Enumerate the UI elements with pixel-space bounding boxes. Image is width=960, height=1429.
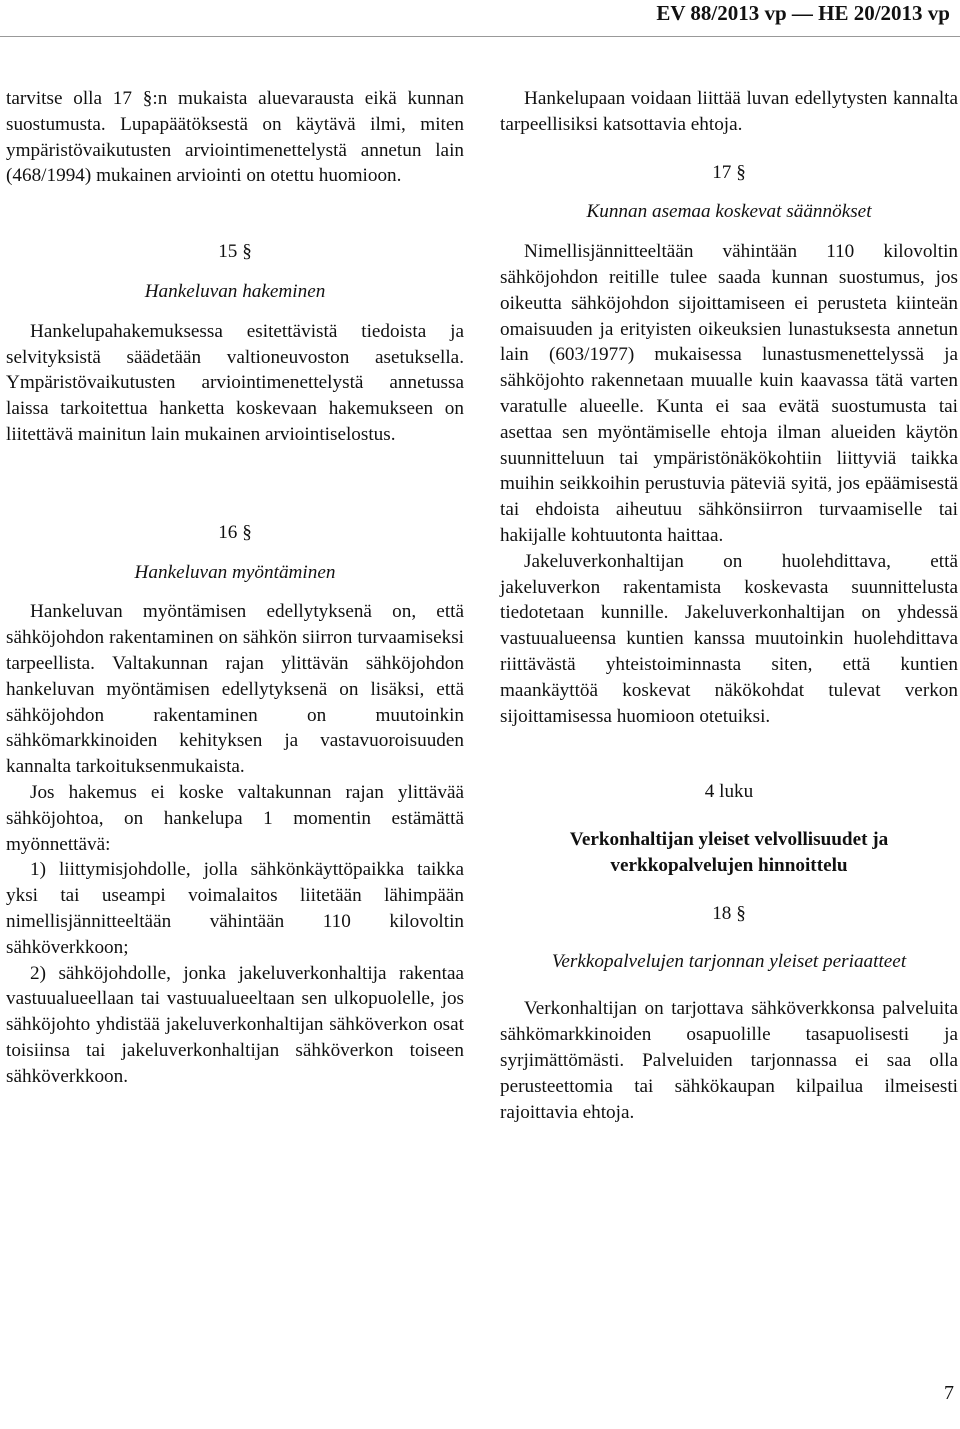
intro-paragraph: tarvitse olla 17 §:n mukaista aluevarausta eikä kunnan suostumusta. Lupapäätöksestä on käytävä ilmi, miten ympäristövaikutusten arviointimenettelystä annetun lain (468/1994) mukainen arviointi on otettu huomioon. xyxy=(6,88,464,187)
section-title: Verkkopalvelujen tarjonnan yleiset periaatteet xyxy=(551,950,907,972)
section-title: Hankeluvan hakeminen xyxy=(144,280,326,302)
section-paragraph: Jos hakemus ei koske valtakunnan rajan ylittävää sähköjohtoa, on hankelupa 1 momentin estämättä myönnettävä: xyxy=(6,781,464,855)
section-title: Kunnan asemaa koskevat säännökset xyxy=(586,201,872,223)
section-paragraph: Jakeluverkonhaltijan on huolehdittava, että jakeluverkon rakentamista koskevasta suunnittelusta tiedotetaan kunnille. Jakeluverkonhaltijan on yhdessä vastuualueensa kuntien kanssa muutoinkin huolehdittava riittävästä yhteistoiminnasta siten, että kuntien maankäyttöä koskevat näkökohdat tulevat verkon sijoittamisessa huomioon otetuiksi. xyxy=(500,550,958,727)
header-divider xyxy=(0,36,960,37)
section-paragraph: Hankeluvan myöntämisen edellytyksenä on, että sähköjohdon rakentaminen on sähkön siirron turvaamiseksi tarpeellista. Valtakunnan rajan ylittävän sähköjohdon hankeluvan myöntämisen edellytyksenä on lisäksi, että sähköjohdon rakentaminen on muutoinkin sähkömarkkinoiden kehityksen ja vastavuoroisuuden kannalta tarkoituksenmukaista. xyxy=(6,601,464,778)
running-header: EV 88/2013 vp — HE 20/2013 vp xyxy=(656,1,950,25)
intro-paragraph: Hankelupaan voidaan liittää luvan edellytysten kannalta tarpeellisiksi katsottavia ehtoja. xyxy=(500,88,958,135)
list-item: 2) sähköjohdolle, jonka jakeluverkonhaltija rakentaa vastuualueellaan tai vastuualueeltaan sen ulkopuolelle, jos sähköjohto yhdistää jakeluverkonhaltijan sähköverkon osat toisiinsa tai jakeluverkonhaltijan sähköverkon toiseen sähköverkkoon. xyxy=(6,962,464,1087)
section-number: 16 § xyxy=(218,521,252,543)
section-paragraph: Verkonhaltijan on tarjottava sähköverkkonsa palveluita sähkömarkkinoiden osapuolille tasapuolisesti ja syrjimättömästi. Palveluiden tarjonnassa ei saa olla perusteettomia tai sähkökaupan kilpailua ilmeisesti rajoittavia ehtoja. xyxy=(500,998,958,1123)
section-number: 17 § xyxy=(712,161,746,183)
section-paragraph: Hankelupahakemuksessa esitettävistä tiedoista ja selvityksistä säädetään valtioneuvoston asetuksella. Ympäristövaikutusten arviointimenettelystä annetussa laissa tarkoitettua hanketta koskevaan hakemukseen on liitettävä mainitun lain mukainen arviointiselostus. xyxy=(6,320,464,445)
section-number: 15 § xyxy=(218,241,252,263)
left-column xyxy=(6,86,464,1090)
chapter-label: 4 luku xyxy=(704,781,754,803)
section-paragraph: Nimellisjännitteeltään vähintään 110 kilovoltin sähköjohdon reitille tulee saada kunnan suostumus, jos oikeutta sähköjohdon sijoittamiseen ei perusteta kiinteän omaisuuden ja erityisten oikeuksien lunastuksesta annetun lain (603/1977) mukaisessa lunastusmenettelyssä ja sähköjohto rakennetaan muualle kuin kaavassa tätä varten varatulle alueelle. Kunta ei saa evätä suostumusta tai asettaa sen myöntämiselle ehtoja ilman alueiden käytön suunnitteluun tai ympäristönäkökohtiin liittyviä taikka muihin seikkoihin perustuvia päteviä syitä, jos epäämisestä tai ehdoista aiheutuu sähkönsiirron turvaamiselle tai hakijalle kohtuutonta haittaa. xyxy=(500,241,958,546)
section-number: 18 § xyxy=(712,902,746,924)
section-title: Hankeluvan myöntäminen xyxy=(134,561,336,583)
page-number: 7 xyxy=(944,1382,954,1404)
list-item: 1) liittymisjohdolle, jolla sähkönkäyttöpaikka taikka yksi tai useampi voimalaitos liitetään lähimpään nimellisjännitteeltään vähintään 110 kilovoltin sähköverkkoon; xyxy=(6,859,464,958)
chapter-title: Verkonhaltijan yleiset velvollisuudet ja verkkopalvelujen hinnoittelu xyxy=(569,829,889,876)
right-column xyxy=(500,86,958,1125)
